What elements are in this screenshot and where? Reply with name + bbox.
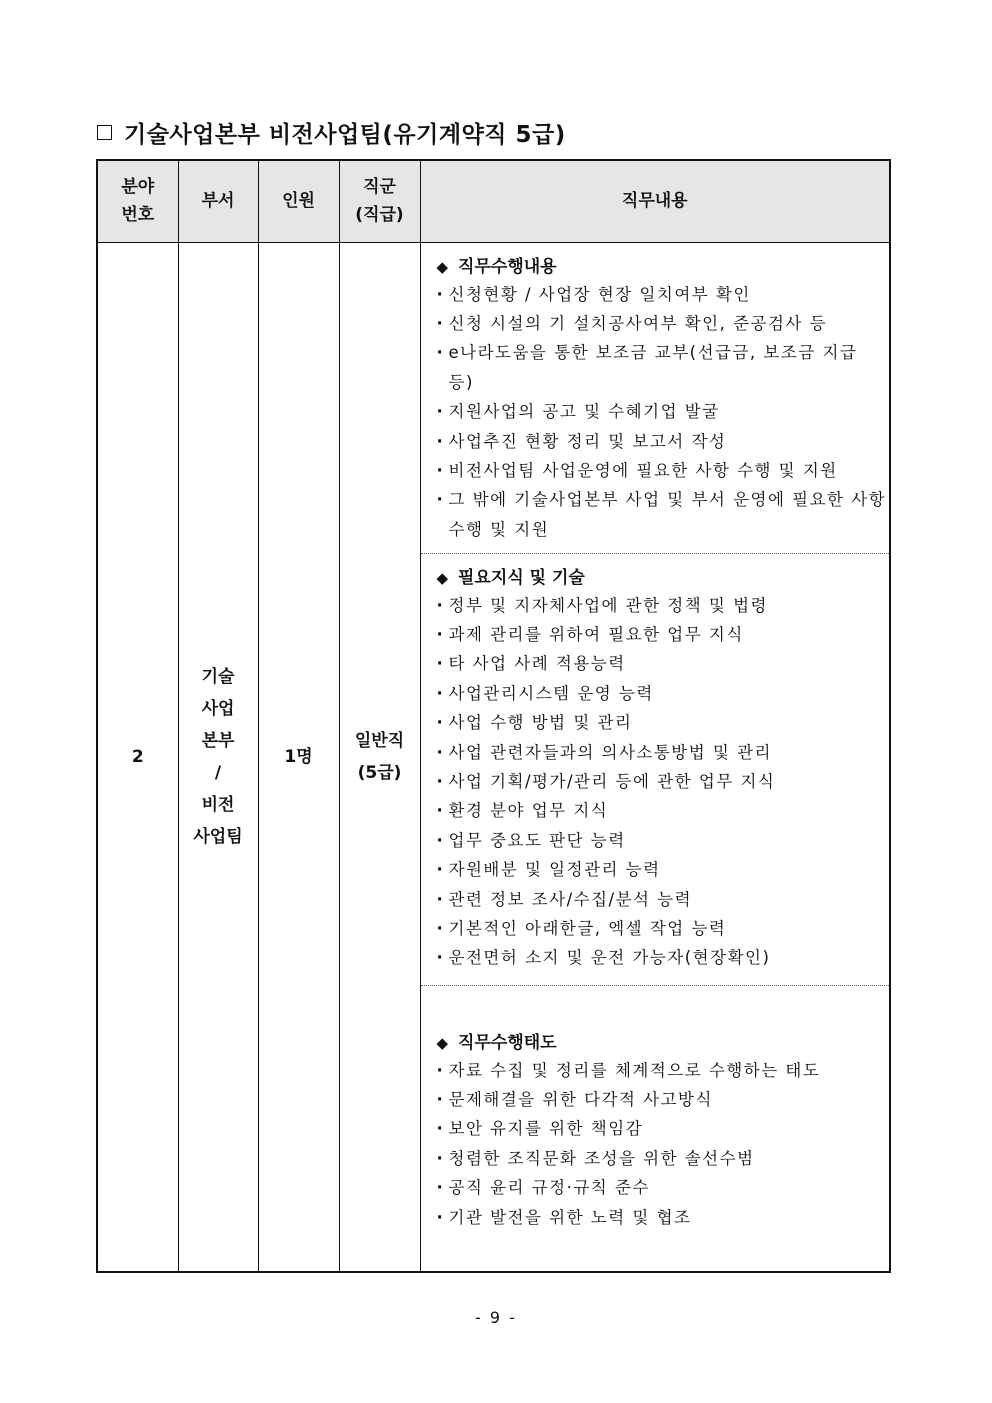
item-bullet: · xyxy=(436,1178,445,1198)
section-duties-performance xyxy=(421,243,890,554)
item-bullet: · xyxy=(436,918,445,938)
item-bullet: · xyxy=(436,595,445,615)
list-item xyxy=(437,338,890,397)
item-bullet: · xyxy=(436,1119,445,1139)
list-item xyxy=(437,485,890,544)
list-item xyxy=(437,943,890,972)
list-item xyxy=(437,280,890,309)
item-bullet: · xyxy=(436,490,445,510)
item-bullet: · xyxy=(436,948,445,968)
item-bullet: · xyxy=(436,683,445,703)
item-bullet: · xyxy=(436,742,445,762)
square-outline-icon xyxy=(97,125,112,140)
list-item xyxy=(437,309,890,338)
diamond-bullet-icon: ◆ xyxy=(436,1033,449,1052)
item-bullet: · xyxy=(436,343,445,363)
list-item xyxy=(437,1203,890,1232)
list-item xyxy=(437,591,890,620)
item-bullet: · xyxy=(436,801,445,821)
header-job-class xyxy=(339,160,420,242)
list-item xyxy=(437,649,890,678)
item-bullet: · xyxy=(436,771,445,791)
item-text: 과제 관리를 위하여 필요한 업무 지식 xyxy=(448,624,744,644)
item-text: 청렴한 조직문화 조성을 위한 솔선수범 xyxy=(448,1148,755,1168)
list-item xyxy=(437,679,890,708)
item-bullet: · xyxy=(436,460,445,480)
item-text: 기관 발전을 위한 노력 및 협조 xyxy=(448,1207,692,1227)
header-job-class-line1: 직군 xyxy=(363,177,396,198)
job-class-line: (5급) xyxy=(357,762,402,783)
list-item xyxy=(437,1173,890,1202)
header-department: 부서 xyxy=(178,160,258,242)
headcount-cell: 1명 xyxy=(258,242,339,1272)
item-text: 환경 분야 업무 지식 xyxy=(448,801,609,821)
item-bullet: · xyxy=(436,431,445,451)
item-text: 사업 수행 방법 및 관리 xyxy=(448,713,633,733)
item-text: 정부 및 지자체사업에 관한 정책 및 법령 xyxy=(448,595,768,615)
item-bullet: · xyxy=(436,830,445,850)
header-field-no xyxy=(97,160,178,242)
department-cell xyxy=(178,242,258,1272)
job-table xyxy=(96,159,891,1273)
item-text: 타 사업 사례 적용능력 xyxy=(448,654,626,674)
department-line: 기술 xyxy=(201,666,235,687)
department-line: 사업팀 xyxy=(193,826,243,847)
table-row xyxy=(97,242,890,1272)
section-heading xyxy=(97,114,566,150)
item-bullet: · xyxy=(436,1207,445,1227)
item-text: 자료 수집 및 정리를 체계적으로 수행하는 태도 xyxy=(448,1060,821,1080)
section-title xyxy=(437,565,890,591)
item-bullet: · xyxy=(436,654,445,674)
field-no-cell: 2 xyxy=(97,242,178,1272)
item-text: 지원사업의 공고 및 수혜기업 발굴 xyxy=(448,402,720,422)
item-bullet: · xyxy=(436,860,445,880)
section-title-text: 필요지식 및 기술 xyxy=(458,567,585,588)
item-bullet: · xyxy=(436,313,445,333)
list-item xyxy=(437,1085,890,1114)
list-item xyxy=(437,855,890,884)
diamond-bullet-icon: ◆ xyxy=(436,568,449,587)
list-item xyxy=(437,796,890,825)
section-title xyxy=(437,1030,890,1056)
item-text: 사업 기획/평가/관리 등에 관한 업무 지식 xyxy=(448,771,776,791)
section-work-attitude xyxy=(421,986,890,1232)
item-text: 자원배분 및 일정관리 능력 xyxy=(448,860,661,880)
header-field-no-line2: 번호 xyxy=(121,205,155,226)
department-line: 사업 xyxy=(201,698,235,719)
list-item xyxy=(437,620,890,649)
item-text: 비전사업팀 사업운영에 필요한 사항 수행 및 지원 xyxy=(448,460,838,480)
item-bullet: · xyxy=(436,402,445,422)
heading-title: 기술사업본부 비전사업팀(유기계약직 5급) xyxy=(124,121,566,148)
item-text: 관련 정보 조사/수집/분석 능력 xyxy=(448,889,693,909)
list-item xyxy=(437,456,890,485)
item-text: 사업 관련자들과의 의사소통방법 및 관리 xyxy=(448,742,772,762)
duties-cell xyxy=(420,242,890,1272)
header-job-class-line2: (직급) xyxy=(355,205,404,226)
job-class-cell xyxy=(339,242,420,1272)
item-text: e나라도움을 통한 보조금 교부(선급금, 보조금 지급 등) xyxy=(448,343,858,392)
section-title-text: 직무수행내용 xyxy=(458,256,557,277)
diamond-bullet-icon: ◆ xyxy=(436,257,449,276)
item-bullet: · xyxy=(436,1148,445,1168)
section-title-text: 직무수행태도 xyxy=(458,1032,557,1053)
item-text: 사업관리시스템 운영 능력 xyxy=(448,683,654,703)
header-row xyxy=(97,160,890,242)
item-bullet: · xyxy=(436,1060,445,1080)
item-text: 보안 유지를 위한 책임감 xyxy=(448,1119,644,1139)
list-item xyxy=(437,427,890,456)
department-line: 비전 xyxy=(201,794,235,815)
list-item xyxy=(437,1056,890,1085)
item-text: 그 밖에 기술사업본부 사업 및 부서 운영에 필요한 사항 수행 및 지원 xyxy=(448,490,887,539)
list-item xyxy=(437,1144,890,1173)
list-item xyxy=(437,708,890,737)
item-text: 문제해결을 위한 다각적 사고방식 xyxy=(448,1089,713,1109)
list-item xyxy=(437,738,890,767)
item-bullet: · xyxy=(436,1089,445,1109)
department-line: 본부 xyxy=(201,730,235,751)
page-number: - 9 - xyxy=(475,1308,517,1327)
header-duties: 직무내용 xyxy=(420,160,890,242)
item-bullet: · xyxy=(436,713,445,733)
list-item xyxy=(437,885,890,914)
item-text: 운전면허 소지 및 운전 가능자(현장확인) xyxy=(448,948,771,968)
job-class-line: 일반직 xyxy=(354,730,405,751)
item-text: 신청 시설의 기 설치공사여부 확인, 준공검사 등 xyxy=(448,313,828,333)
item-text: 기본적인 아래한글, 엑셀 작업 능력 xyxy=(448,918,727,938)
list-item xyxy=(437,826,890,855)
item-bullet: · xyxy=(436,284,445,304)
item-text: 신청현황 / 사업장 현장 일치여부 확인 xyxy=(448,284,751,304)
list-item xyxy=(437,914,890,943)
header-field-no-line1: 분야 xyxy=(121,177,155,198)
header-headcount: 인원 xyxy=(258,160,339,242)
department-line: / xyxy=(214,762,222,783)
item-text: 업무 중요도 판단 능력 xyxy=(448,830,626,850)
item-text: 공직 윤리 규정·규칙 준수 xyxy=(448,1178,650,1198)
list-item xyxy=(437,1114,890,1143)
list-item xyxy=(437,397,890,426)
list-item xyxy=(437,767,890,796)
item-text: 사업추진 현황 정리 및 보고서 작성 xyxy=(448,431,727,451)
section-required-knowledge xyxy=(421,554,890,986)
item-bullet: · xyxy=(436,889,445,909)
section-title xyxy=(437,254,890,280)
item-bullet: · xyxy=(436,624,445,644)
